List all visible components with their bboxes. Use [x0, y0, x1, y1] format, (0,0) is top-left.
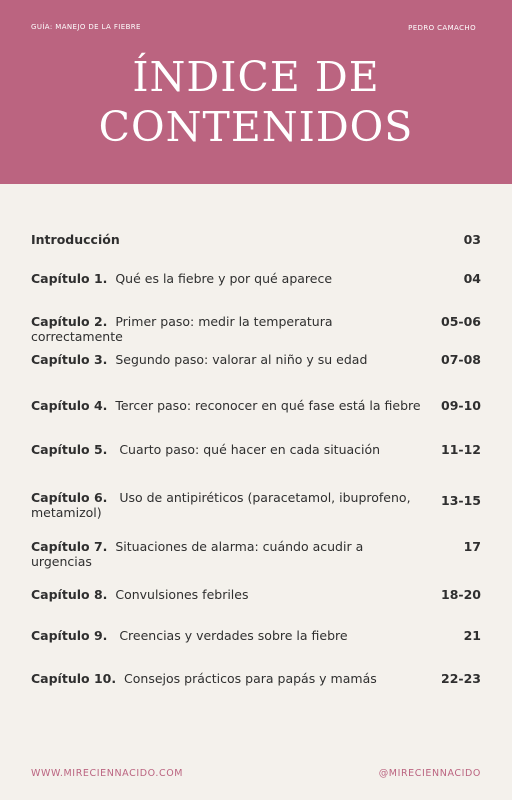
- page-title: [0, 52, 512, 152]
- toc-title: Uso de antipiréticos (paracetamol, ibuprofeno, metamizol): [31, 490, 411, 520]
- toc-page: 09-10: [441, 398, 481, 413]
- toc-title: Consejos prácticos para papás y mamás: [124, 671, 377, 686]
- toc-page: 05-06: [441, 314, 481, 329]
- toc-page: 04: [463, 271, 481, 286]
- author-name: PEDRO CAMACHO: [408, 24, 476, 32]
- toc-page: 21: [463, 628, 481, 643]
- website-link[interactable]: WWW.MIRECIENNACIDO.COM: [31, 768, 184, 779]
- toc-title: Tercer paso: reconocer en qué fase está la fiebre: [115, 398, 421, 413]
- toc-title: Primer paso: medir la temperatura correctamente: [31, 314, 333, 344]
- toc-chapter: Capítulo 9.: [31, 628, 108, 643]
- toc-page: 11-12: [441, 442, 481, 457]
- toc-title: Segundo paso: valorar al niño y su edad: [115, 352, 368, 367]
- toc-chapter: Capítulo 6.: [31, 490, 108, 505]
- toc-chapter: Capítulo 1.: [31, 271, 108, 286]
- toc-title: Cuarto paso: qué hacer en cada situación: [119, 442, 381, 457]
- toc-chapter: Capítulo 7.: [31, 539, 108, 554]
- toc-chapter: Introducción: [31, 232, 120, 247]
- title-line-1: ÍNDICE DE: [132, 53, 380, 101]
- toc-page: 07-08: [441, 352, 481, 367]
- toc-page: 17: [463, 539, 481, 554]
- toc-page: 13-15: [441, 493, 481, 508]
- title-line-2: CONTENIDOS: [98, 103, 414, 151]
- toc-title: Convulsiones febriles: [115, 587, 249, 602]
- toc-chapter: Capítulo 8.: [31, 587, 108, 602]
- toc-page: 22-23: [441, 671, 481, 686]
- toc-page: 18-20: [441, 587, 481, 602]
- toc-title: Situaciones de alarma: cuándo acudir a urgencias: [31, 539, 364, 569]
- social-handle[interactable]: @MIRECIENNACIDO: [378, 768, 481, 779]
- toc-chapter: Capítulo 10.: [31, 671, 117, 686]
- toc-chapter: Capítulo 2.: [31, 314, 108, 329]
- toc-page: 03: [463, 232, 481, 247]
- toc-chapter: Capítulo 3.: [31, 352, 108, 367]
- guide-name: GUÍA: MANEJO DE LA FIEBRE: [31, 23, 141, 31]
- toc-chapter: Capítulo 5.: [31, 442, 108, 457]
- toc-title: Creencias y verdades sobre la fiebre: [119, 628, 348, 643]
- toc-title: Qué es la fiebre y por qué aparece: [115, 271, 333, 286]
- header-banner: [0, 0, 512, 184]
- toc-chapter: Capítulo 4.: [31, 398, 108, 413]
